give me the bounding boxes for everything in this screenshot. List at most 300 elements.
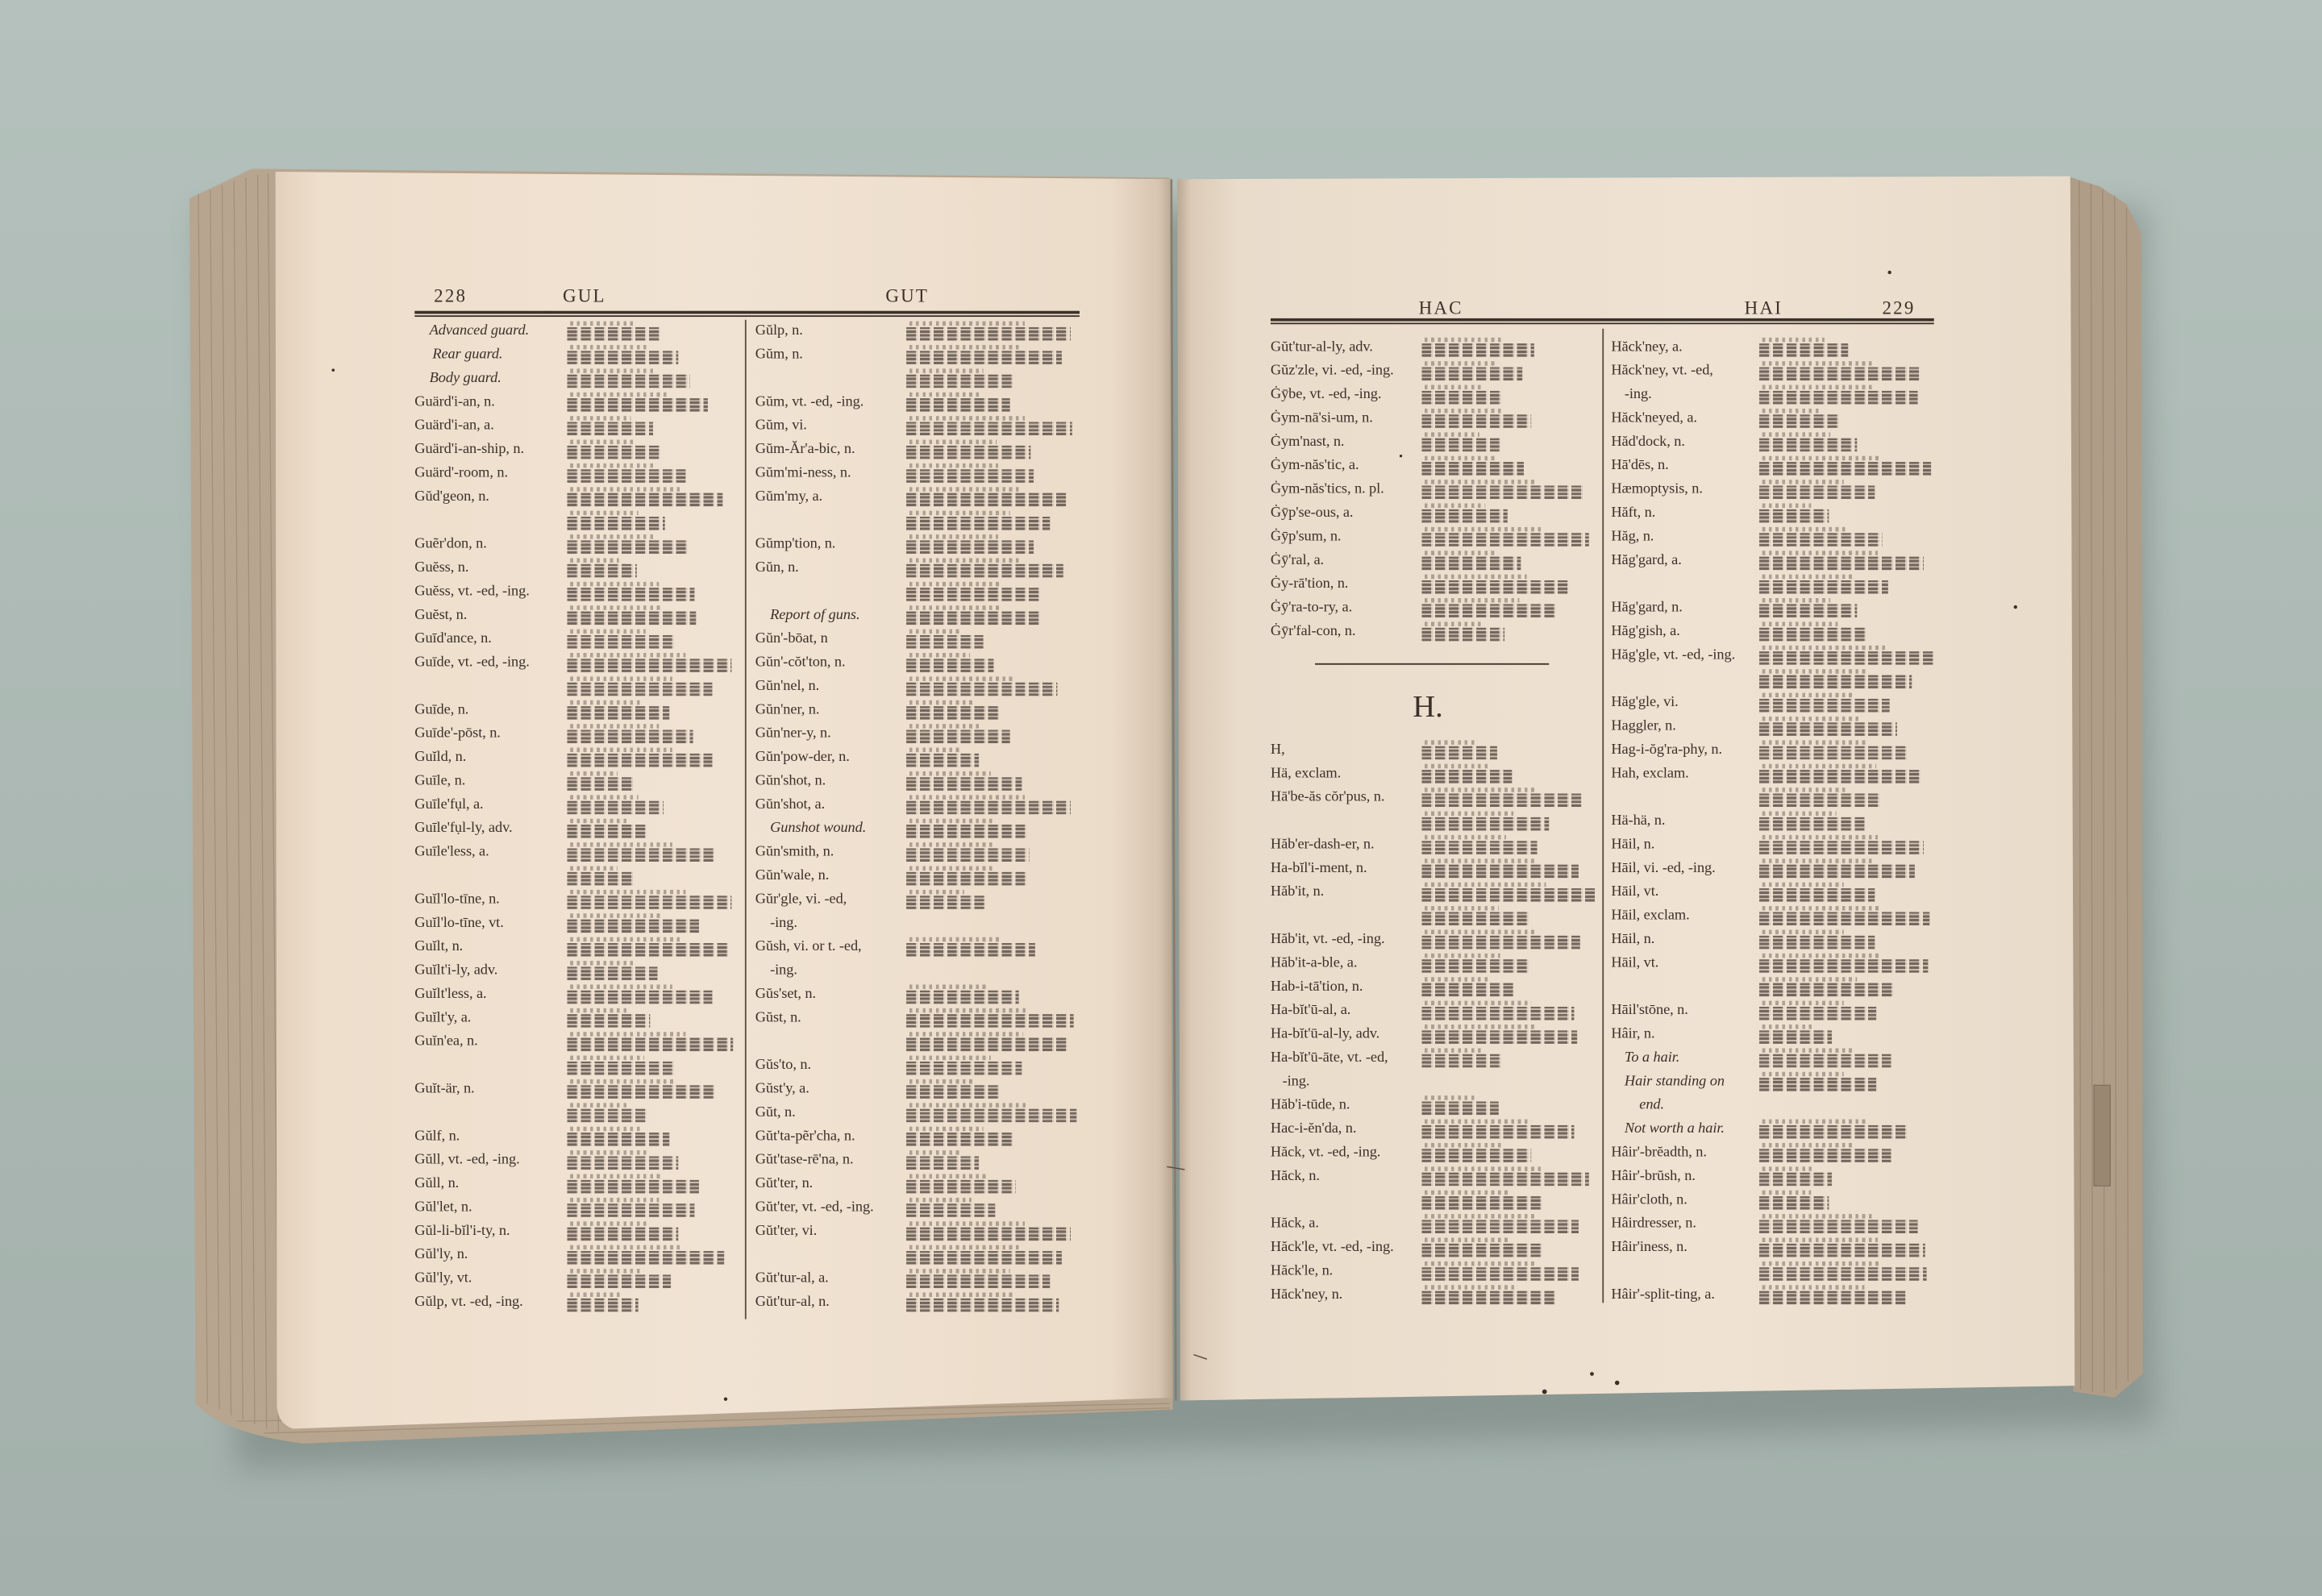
dictionary-headword: Guĕst, n. — [414, 607, 468, 624]
japanese-gloss — [1759, 368, 1919, 381]
japanese-gloss — [1759, 533, 1882, 547]
dictionary-headword: Gŭn, n. — [755, 559, 799, 576]
japanese-gloss — [567, 825, 648, 838]
dictionary-headword: Hâirdresser, n. — [1611, 1215, 1696, 1232]
japanese-gloss — [1759, 746, 1909, 760]
dictionary-headword: Hā'dēs, n. — [1611, 457, 1669, 474]
dictionary-headword: Guīle'fụl, a. — [414, 796, 484, 813]
dictionary-headword: Hăg'gard, a. — [1611, 552, 1682, 569]
dictionary-headword: Gŭn'-cŏt'ton, n. — [755, 654, 846, 671]
japanese-gloss — [567, 635, 675, 649]
japanese-gloss — [1759, 1125, 1909, 1139]
section-divider — [1315, 663, 1549, 664]
japanese-gloss — [567, 517, 664, 530]
dictionary-headword: Hăb'it-a-ble, a. — [1270, 954, 1358, 971]
japanese-gloss — [1759, 1173, 1832, 1187]
dictionary-headword: Gŭt'tase-rē'na, n. — [755, 1151, 854, 1169]
dictionary-headword: -ing. — [770, 915, 797, 932]
dictionary-headword: Ġȳp'se-ous, a. — [1270, 505, 1354, 522]
dictionary-headword: Guĭlt'y, a. — [414, 1009, 472, 1026]
dictionary-headword: Guĭlt'less, a. — [414, 986, 487, 1003]
japanese-gloss — [1421, 1220, 1579, 1233]
japanese-gloss — [567, 564, 636, 578]
japanese-gloss — [906, 375, 1013, 389]
dictionary-headword: Hāil'stōne, n. — [1611, 1002, 1688, 1019]
japanese-gloss — [1759, 959, 1928, 973]
japanese-gloss — [567, 943, 728, 957]
dictionary-headword: Ġy-rā'tion, n. — [1270, 576, 1349, 592]
left-running-head-last: GUT — [885, 285, 930, 307]
dictionary-headword: Hāil, vt. — [1611, 954, 1659, 971]
dictionary-headword: Ġym-năs'tics, n. pl. — [1270, 480, 1384, 498]
dictionary-headword: Guärd'i-an-ship, n. — [414, 441, 525, 458]
japanese-gloss — [1421, 604, 1556, 617]
dictionary-headword: Ha-bĭt'ū-al, a. — [1270, 1002, 1351, 1019]
dictionary-headword: Gŭll, vt. -ed, -ing. — [414, 1151, 520, 1169]
left-column-divider — [745, 320, 746, 1320]
dictionary-headword: Ġȳr'fal-con, n. — [1270, 623, 1356, 640]
japanese-gloss — [567, 896, 731, 909]
japanese-gloss — [567, 1038, 733, 1052]
dictionary-headword: Gŭm, vt. -ed, -ing. — [755, 393, 864, 410]
right-column-divider — [1602, 329, 1603, 1303]
dictionary-headword: Hāil, n. — [1611, 836, 1655, 853]
japanese-gloss — [567, 706, 669, 720]
japanese-gloss — [906, 1251, 1062, 1265]
japanese-gloss — [567, 754, 712, 767]
japanese-gloss — [1759, 414, 1841, 428]
japanese-gloss — [1421, 1149, 1531, 1162]
japanese-gloss — [1759, 1220, 1918, 1233]
japanese-gloss — [1759, 580, 1888, 594]
japanese-gloss — [1759, 485, 1875, 499]
japanese-gloss — [906, 327, 1071, 341]
japanese-gloss — [567, 1228, 678, 1241]
dictionary-headword: Gŭt'tur-al, a. — [755, 1270, 829, 1287]
dictionary-headword: Ġym-năs'tic, a. — [1270, 457, 1359, 474]
japanese-gloss — [1421, 888, 1595, 902]
section-letter: H. — [1413, 688, 1443, 725]
japanese-gloss — [906, 1014, 1074, 1028]
dictionary-headword: Hăck'le, n. — [1270, 1262, 1334, 1279]
japanese-gloss — [567, 659, 731, 672]
dictionary-headword: Guĕss, n. — [414, 559, 469, 576]
japanese-gloss — [567, 588, 694, 601]
dictionary-headword: Guīle, n. — [414, 772, 466, 789]
japanese-gloss — [906, 1038, 1069, 1052]
dictionary-headword: Gŭm'my, a. — [755, 488, 823, 505]
japanese-gloss — [906, 493, 1066, 507]
dictionary-headword: Hăg'gard, n. — [1611, 599, 1683, 617]
japanese-gloss — [906, 351, 1062, 364]
dictionary-headword: Gŭmp'tion, n. — [755, 535, 836, 553]
dictionary-headword: Gŭt'tur-al, n. — [755, 1294, 830, 1311]
japanese-gloss — [1759, 841, 1924, 854]
dictionary-headword: Hâir'-split-ting, a. — [1611, 1286, 1715, 1303]
dictionary-headword: Gŭn'ner, n. — [755, 701, 820, 718]
japanese-gloss — [567, 398, 707, 412]
japanese-gloss — [1421, 1007, 1574, 1020]
japanese-gloss — [906, 1274, 1050, 1288]
japanese-gloss — [567, 540, 687, 554]
japanese-gloss — [567, 493, 722, 507]
dictionary-headword: Gunshot wound. — [770, 820, 867, 837]
dictionary-headword: Guĭl'lo-tīne, vt. — [414, 915, 504, 932]
dictionary-headword: Ġym-nā'si-um, n. — [1270, 409, 1373, 426]
dictionary-headword: Guärd'i-an, a. — [414, 417, 494, 434]
dictionary-headword: Guĭn'ea, n. — [414, 1033, 478, 1050]
japanese-gloss — [567, 777, 635, 791]
dictionary-headword: Gŭl-li-bĭl'i-ty, n. — [414, 1223, 510, 1240]
right-running-head-last: HAI — [1744, 297, 1783, 318]
japanese-gloss — [567, 422, 653, 435]
japanese-gloss — [1759, 1291, 1906, 1305]
dictionary-headword: Gŭs'to, n. — [755, 1057, 811, 1074]
japanese-gloss — [906, 991, 1019, 1004]
right-running-head-first: HAC — [1418, 297, 1463, 318]
japanese-gloss — [906, 398, 1010, 412]
dictionary-headword: Gŭst'y, a. — [755, 1080, 809, 1098]
dictionary-headword: Gŭl'ly, vt. — [414, 1270, 472, 1287]
japanese-gloss — [1421, 580, 1568, 594]
japanese-gloss — [906, 1203, 995, 1217]
japanese-gloss — [567, 1109, 647, 1123]
dictionary-headword: end. — [1639, 1097, 1665, 1114]
dictionary-headword: Gŭn'shot, a. — [755, 796, 826, 813]
japanese-gloss — [567, 1133, 669, 1146]
dictionary-headword: Ġȳp'sum, n. — [1270, 528, 1342, 545]
japanese-gloss — [906, 1228, 1071, 1241]
japanese-gloss — [1421, 414, 1531, 428]
japanese-gloss — [906, 706, 1001, 720]
dictionary-headword: Gŭl'let, n. — [414, 1199, 472, 1216]
japanese-gloss — [1759, 1267, 1927, 1281]
dictionary-headword: Gŭt'ta-pẽr'cha, n. — [755, 1128, 855, 1145]
japanese-gloss — [1421, 391, 1501, 405]
japanese-gloss — [1421, 1030, 1577, 1044]
japanese-gloss — [1759, 865, 1915, 879]
dictionary-headword: Gŭlf, n. — [414, 1128, 460, 1145]
dictionary-headword: Gŭs'set, n. — [755, 986, 817, 1003]
dictionary-headword: Hä-hä, n. — [1611, 813, 1666, 829]
dictionary-headword: Gŭn'wale, n. — [755, 867, 830, 884]
japanese-gloss — [1759, 391, 1918, 405]
dictionary-headword: Hāil, n. — [1611, 931, 1655, 948]
japanese-gloss — [1759, 722, 1897, 736]
japanese-gloss — [1421, 485, 1583, 499]
dictionary-headword: Gŭll, n. — [414, 1175, 460, 1192]
dictionary-headword: Gŭr'gle, vi. -ed, — [755, 891, 847, 908]
right-header-rule — [1271, 318, 1934, 321]
japanese-gloss — [1759, 1149, 1891, 1162]
dictionary-headword: -ing. — [770, 962, 797, 979]
dictionary-headword: Gŭlp, vt. -ed, -ing. — [414, 1294, 523, 1311]
japanese-gloss — [906, 1085, 1000, 1099]
japanese-gloss — [567, 1062, 673, 1075]
dictionary-headword: Hāil, vt. — [1611, 883, 1659, 900]
japanese-gloss — [1759, 628, 1867, 642]
japanese-gloss — [567, 327, 660, 341]
dictionary-headword: -ing. — [1282, 1073, 1310, 1090]
japanese-gloss — [906, 1180, 1016, 1194]
dictionary-headword: Ġym'nast, n. — [1270, 434, 1345, 451]
japanese-gloss — [906, 754, 979, 767]
dictionary-headword: Not worth a hair. — [1624, 1120, 1725, 1137]
japanese-gloss — [1421, 343, 1534, 357]
left-page-number: 228 — [434, 285, 468, 307]
japanese-gloss — [1421, 533, 1589, 547]
japanese-gloss — [1421, 912, 1528, 925]
dictionary-headword: Hâir'-brŭsh, n. — [1611, 1168, 1696, 1185]
japanese-gloss — [1421, 557, 1521, 571]
japanese-gloss — [1421, 817, 1549, 831]
japanese-gloss — [1421, 1173, 1589, 1187]
dictionary-headword: Gŭm'mi-ness, n. — [755, 464, 851, 481]
dictionary-headword: Gŭm-Ăr'a-bic, n. — [755, 441, 855, 458]
japanese-gloss — [906, 683, 1057, 696]
japanese-gloss — [1759, 1030, 1832, 1044]
dictionary-headword: Ha-bĭl'i-ment, n. — [1270, 860, 1367, 877]
dictionary-headword: Gŭn'pow-der, n. — [755, 749, 850, 766]
japanese-gloss — [1421, 770, 1512, 783]
dictionary-headword: Report of guns. — [770, 607, 860, 624]
japanese-gloss — [906, 588, 1039, 601]
dictionary-headword: Body guard. — [429, 370, 501, 387]
japanese-gloss — [1421, 1054, 1501, 1068]
japanese-gloss — [906, 1299, 1059, 1312]
japanese-gloss — [1759, 983, 1894, 997]
japanese-gloss — [1421, 746, 1497, 760]
japanese-gloss — [906, 801, 1071, 815]
dictionary-headword: Gŭz'zle, vi. -ed, -ing. — [1270, 363, 1394, 380]
japanese-gloss — [567, 872, 635, 886]
japanese-gloss — [1759, 651, 1934, 665]
dictionary-headword: Hăck'neyed, a. — [1611, 409, 1697, 426]
japanese-gloss — [567, 1251, 724, 1265]
dictionary-headword: Hăg'gle, vi. — [1611, 694, 1679, 711]
dictionary-headword: Guīd'ance, n. — [414, 630, 492, 647]
japanese-gloss — [1421, 509, 1508, 523]
left-header-rule — [414, 311, 1080, 314]
japanese-gloss — [1759, 770, 1922, 783]
japanese-gloss — [1421, 1125, 1574, 1139]
dictionary-headword: Ha-bĭt'ū-al-ly, adv. — [1270, 1025, 1380, 1043]
japanese-gloss — [1759, 509, 1829, 523]
japanese-gloss — [1759, 793, 1881, 807]
dictionary-headword: Ġȳ'ra-to-ry, a. — [1270, 599, 1353, 617]
japanese-gloss — [1759, 675, 1912, 689]
dictionary-headword: Gŭm, vi. — [755, 417, 807, 434]
japanese-gloss — [1759, 343, 1848, 357]
japanese-gloss — [1421, 628, 1504, 642]
dictionary-headword: Gŭt, n. — [755, 1104, 796, 1121]
japanese-gloss — [567, 991, 712, 1004]
japanese-gloss — [567, 1274, 671, 1288]
japanese-gloss — [567, 1014, 650, 1028]
dictionary-headword: Hăck, n. — [1270, 1168, 1320, 1185]
japanese-gloss — [567, 446, 660, 459]
japanese-gloss — [1421, 438, 1500, 452]
japanese-gloss — [1759, 888, 1875, 902]
dictionary-headword: Ġȳ'ral, a. — [1270, 552, 1325, 569]
dictionary-headword: Ġȳbe, vt. -ed, -ing. — [1270, 386, 1382, 403]
japanese-gloss — [1421, 1291, 1554, 1305]
japanese-gloss — [906, 943, 1035, 957]
japanese-gloss — [906, 730, 1010, 744]
japanese-gloss — [1421, 983, 1513, 997]
japanese-gloss — [1759, 1007, 1876, 1020]
dictionary-headword: Hăft, n. — [1611, 505, 1656, 522]
japanese-gloss — [1759, 604, 1857, 617]
dictionary-headword: Gŭt'tur-al-ly, adv. — [1270, 339, 1373, 355]
dictionary-headword: Haggler, n. — [1611, 717, 1676, 735]
japanese-gloss — [1421, 1267, 1579, 1281]
dictionary-headword: Hăb'er-dash-er, n. — [1270, 836, 1375, 853]
japanese-gloss — [1759, 936, 1875, 950]
dictionary-headword: Hăd'dock, n. — [1611, 434, 1685, 451]
dictionary-headword: Gŭt'ter, vt. -ed, -ing. — [755, 1199, 874, 1216]
japanese-gloss — [906, 1062, 1022, 1075]
dictionary-headword: Hăck'ney, vt. -ed, — [1611, 363, 1713, 380]
dictionary-headword: Gŭn'shot, n. — [755, 772, 826, 789]
dictionary-headword: Guẽr'don, n. — [414, 535, 487, 553]
japanese-gloss — [906, 1156, 979, 1170]
japanese-gloss — [1759, 912, 1929, 925]
japanese-gloss — [567, 351, 678, 364]
dictionary-headword: Guĭlt, n. — [414, 938, 464, 955]
japanese-gloss — [906, 635, 984, 649]
dictionary-headword: Gŭt'ter, n. — [755, 1175, 814, 1192]
dictionary-headword: Gŭn'nel, n. — [755, 678, 820, 695]
japanese-gloss — [567, 1299, 638, 1312]
japanese-gloss — [1421, 841, 1537, 854]
japanese-gloss — [906, 896, 984, 909]
dictionary-headword: Guĭt-är, n. — [414, 1080, 475, 1098]
japanese-gloss — [1421, 1244, 1543, 1257]
dictionary-headword: Hăck, vt. -ed, -ing. — [1270, 1144, 1381, 1162]
dictionary-headword: Guīde, n. — [414, 701, 469, 718]
dictionary-headword: Guīle'less, a. — [414, 843, 489, 861]
japanese-gloss — [906, 612, 1039, 626]
dictionary-headword: Hag-i-ŏg'ra-phy, n. — [1611, 742, 1722, 759]
dictionary-headword: Hăck'ney, n. — [1270, 1286, 1343, 1303]
japanese-gloss — [1759, 1078, 1876, 1091]
dictionary-headword: Hâir'cloth, n. — [1611, 1191, 1687, 1208]
dictionary-headword: Hair standing on — [1624, 1073, 1725, 1090]
dictionary-headword: Hāil, exclam. — [1611, 907, 1690, 925]
dictionary-headword: Hăck'ney, a. — [1611, 339, 1683, 355]
japanese-gloss — [906, 540, 1034, 554]
dictionary-headword: -ing. — [1624, 386, 1652, 403]
dictionary-headword: Hac-i-ĕn'da, n. — [1270, 1120, 1357, 1137]
japanese-gloss — [567, 920, 698, 933]
dictionary-headword: Guĭlt'i-ly, adv. — [414, 962, 498, 979]
dictionary-headword: Gŭn'smith, n. — [755, 843, 834, 861]
left-header-rule-thin — [414, 316, 1080, 317]
japanese-gloss — [567, 469, 685, 483]
dictionary-headword: Hâir'-brĕadth, n. — [1611, 1144, 1707, 1162]
dictionary-headword: Hăb'it, n. — [1270, 883, 1325, 900]
dictionary-headword: Guĭld, n. — [414, 749, 467, 766]
japanese-gloss — [567, 1156, 678, 1170]
dictionary-headword: Guärd'-room, n. — [414, 464, 508, 481]
japanese-gloss — [906, 777, 1022, 791]
dictionary-headword: Gŭt'ter, vi. — [755, 1223, 818, 1240]
dictionary-headword: Gŭn'ner-y, n. — [755, 725, 831, 742]
dictionary-headword: Hāil, vi. -ed, -ing. — [1611, 860, 1716, 877]
japanese-gloss — [906, 872, 1026, 886]
dictionary-headword: Hâir, n. — [1611, 1025, 1655, 1043]
japanese-gloss — [1421, 793, 1581, 807]
dictionary-headword: Hā'be-ăs cŏr'pus, n. — [1270, 788, 1385, 806]
japanese-gloss — [567, 730, 693, 744]
dictionary-headword: Hăck, a. — [1270, 1215, 1319, 1232]
left-running-head-first: GUL — [562, 285, 606, 307]
dictionary-headword: Gŭm, n. — [755, 346, 803, 364]
dictionary-headword: To a hair. — [1624, 1049, 1680, 1066]
japanese-gloss — [567, 966, 657, 980]
japanese-gloss — [1759, 438, 1857, 452]
dictionary-headword: Hăb'i-tūde, n. — [1270, 1097, 1350, 1114]
japanese-gloss — [906, 422, 1072, 435]
dictionary-headword: Hæmoptysis, n. — [1611, 480, 1703, 498]
japanese-gloss — [906, 848, 1029, 862]
japanese-gloss — [1421, 1102, 1499, 1116]
japanese-gloss — [1759, 817, 1864, 831]
dictionary-headword: Hä, exclam. — [1270, 765, 1342, 782]
japanese-gloss — [567, 801, 663, 815]
japanese-gloss — [567, 1180, 698, 1194]
japanese-gloss — [1759, 1244, 1925, 1257]
dictionary-headword: Guĕss, vt. -ed, -ing. — [414, 583, 530, 600]
dictionary-headword: Guīde'-pōst, n. — [414, 725, 501, 742]
japanese-gloss — [906, 1133, 1013, 1146]
dictionary-headword: Ha-bĭt'ū-āte, vt. -ed, — [1270, 1049, 1388, 1066]
japanese-gloss — [567, 1203, 694, 1217]
japanese-gloss — [906, 517, 1050, 530]
japanese-gloss — [567, 683, 712, 696]
japanese-gloss — [906, 659, 993, 672]
japanese-gloss — [906, 469, 1034, 483]
japanese-gloss — [567, 848, 714, 862]
dictionary-headword: Guärd'i-an, n. — [414, 393, 495, 410]
right-header-rule-thin — [1271, 323, 1934, 324]
dictionary-headword: H, — [1270, 742, 1285, 759]
dictionary-headword: Gŭd'geon, n. — [414, 488, 489, 505]
dictionary-headword: Hăb'it, vt. -ed, -ing. — [1270, 931, 1385, 948]
dictionary-headword: Hăck'le, vt. -ed, -ing. — [1270, 1239, 1394, 1256]
dictionary-headword: Gŭsh, vi. or t. -ed, — [755, 938, 862, 955]
dictionary-headword: Hăg'gish, a. — [1611, 623, 1680, 640]
japanese-gloss — [1421, 462, 1524, 476]
japanese-gloss — [567, 1085, 715, 1099]
dictionary-headword: Guīde, vt. -ed, -ing. — [414, 654, 530, 671]
japanese-gloss — [1421, 865, 1579, 879]
dictionary-headword: Rear guard. — [432, 346, 503, 364]
dictionary-headword: Advanced guard. — [429, 322, 530, 339]
japanese-gloss — [567, 612, 696, 626]
dictionary-headword: Gŭl'ly, n. — [414, 1246, 468, 1263]
japanese-gloss — [1759, 699, 1890, 713]
dictionary-headword: Gŭlp, n. — [755, 322, 803, 339]
dictionary-headword: Hah, exclam. — [1611, 765, 1689, 782]
japanese-gloss — [1421, 1196, 1543, 1210]
japanese-gloss — [1759, 1054, 1891, 1068]
dictionary-headword: Hăg'gle, vt. -ed, -ing. — [1611, 646, 1736, 663]
dictionary-headword: Guīle'fụl-ly, adv. — [414, 820, 513, 837]
dictionary-headword: Guĭl'lo-tīne, n. — [414, 891, 500, 908]
japanese-gloss — [906, 446, 1030, 459]
